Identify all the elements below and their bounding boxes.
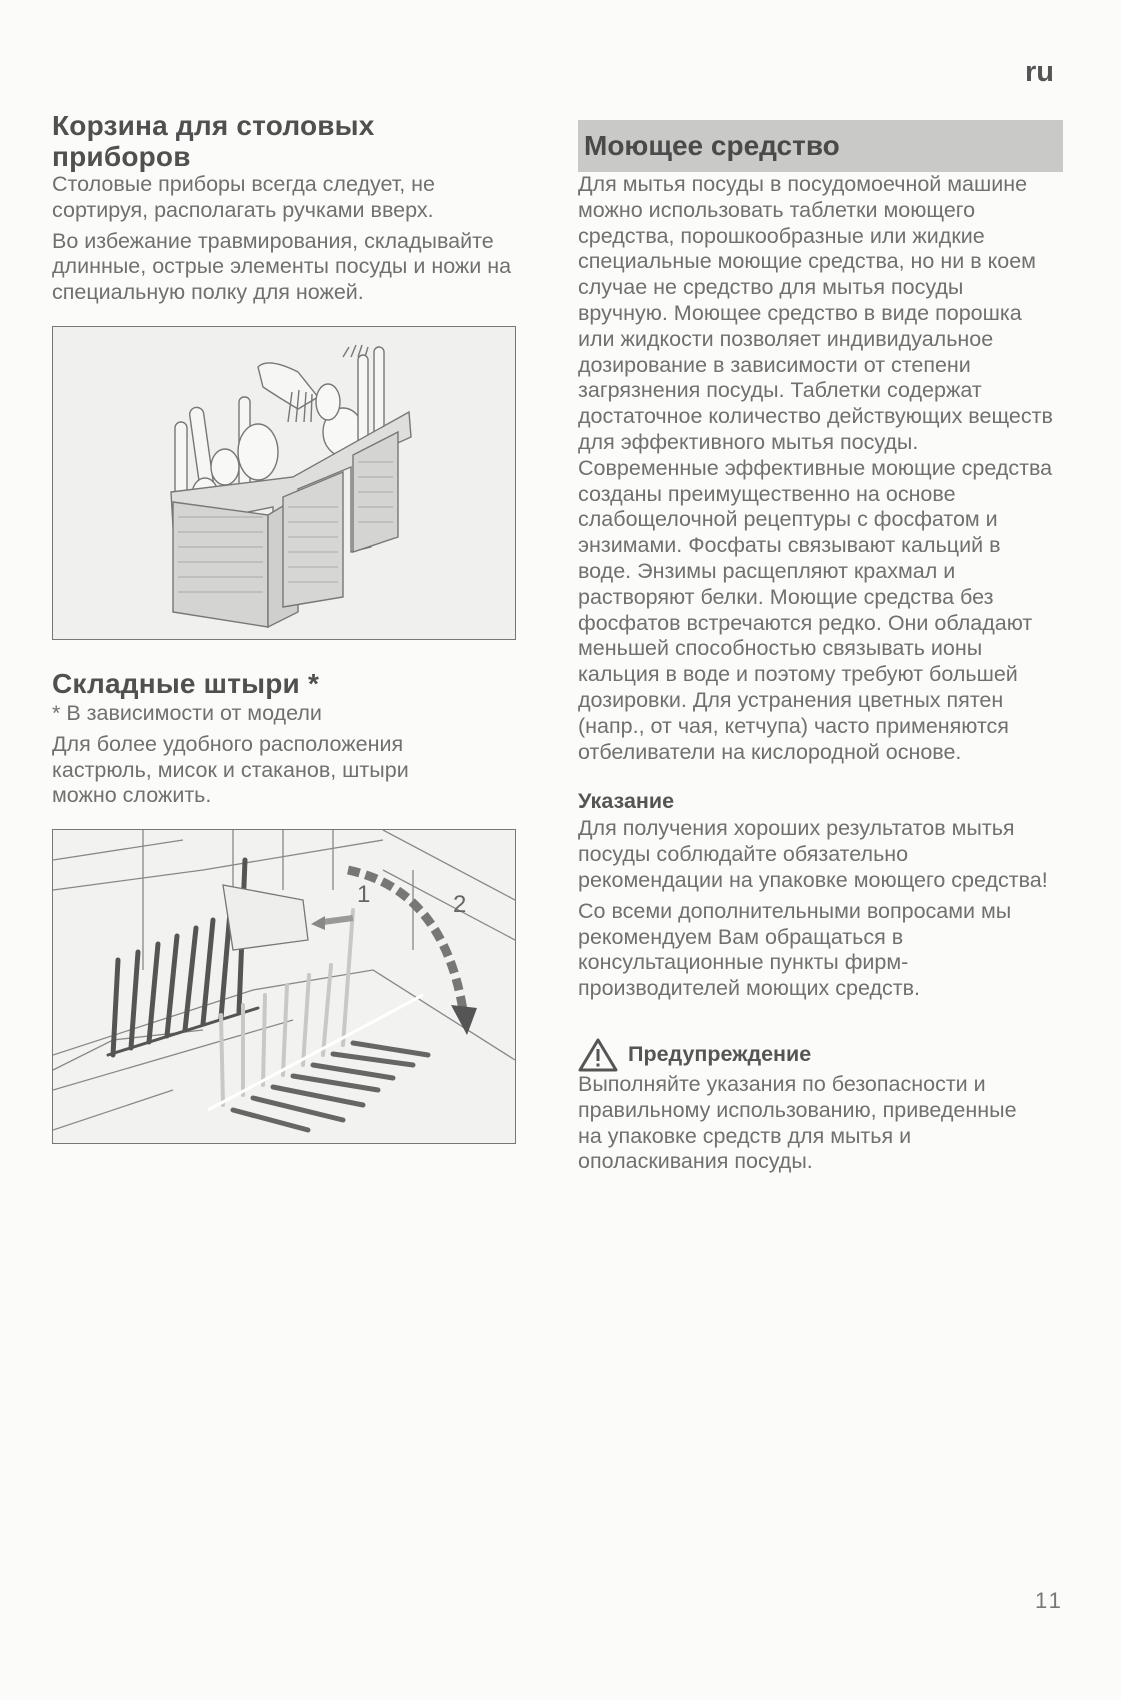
spoon-head [238,424,278,480]
detergent-heading: Моющее средство [584,130,840,161]
note-heading: Указание [578,789,675,814]
folding-spikes-illustration [52,829,516,1144]
detergent-section [578,120,1063,765]
warning-heading: Предупреждение [628,1042,812,1067]
detergent-heading-band [578,120,1063,172]
folding-spikes-paragraph: Для более удобного расположения кастрюль, мисок и стаканов, штыри можно сложить. [52,731,409,808]
spoon-head [316,384,340,420]
spike-holder [223,885,308,950]
left-column [52,110,532,1144]
spoon-head [211,449,239,485]
note-paragraph-2: Со всеми дополнительными вопросами мы рекомендуем Вам обращаться в консультационные пункты фирм-производителей моющих средств. [578,898,1012,1001]
rack-wires [53,830,515,1130]
warning-section [578,1038,1063,1175]
folding-spikes-drawing [53,830,515,1143]
cutlery-basket-section [52,110,532,640]
folding-spikes-heading: Складные штыри * [52,667,320,699]
cutlery-basket-drawing [53,327,515,639]
folding-spikes-section [52,668,532,1144]
detergent-paragraph: Для мытья посуды в посудомоечной машине можно использовать таблетки моющего средства, порошкообразные или жидкие специальные моющие средства, но ни в коем случае не средство для мытья посуды вручную. Моющее средство в виде порошка или жидкости позволяет индивидуальное дозирование в зависимости от степени загрязнения посуды. Таблетки содержат достаточное количество действующих веществ для эффективного мытья посуды. Современные эффективные моющие средства созданы преимущественно на основе слабощелочной рецептуры с фосфатом и энзимами. Фосфаты связывают кальций в воде. Энзимы расщепляют крахмал и растворяют белки. Моющие средства без фосфатов встречаются редко. Они обладают меньшей способностью связывать ионы кальция в воде и поэтому требуют большей дозировки. Для устранения цветных пятен (напр., от чая, кетчупа) часто применяются отбеливатели на кислородной основе. [578,172,1053,764]
note-section [578,789,1063,1002]
server-handle [258,363,318,409]
note-paragraph-1: Для получения хороших результатов мытья посуды соблюдайте обязательно рекомендации на упаковке моющего средства! [578,816,1048,892]
right-column [578,120,1063,1175]
cutlery-basket-paragraph-2: Во избежание травмирования, складывайте длинные, острые элементы посуды и ножи на специальную полку для ножей. [52,228,512,305]
cutlery-basket-heading: Корзина для столовых приборов [52,110,375,172]
warning-header [578,1038,1063,1072]
knife-handle [358,355,368,445]
language-marker: ru [1025,56,1054,88]
cutlery-basket-paragraph-1: Столовые приборы всегда следует, не сортируя, располагать ручками вверх. [52,172,435,222]
step-label-2: 2 [453,891,467,919]
cutlery-basket-illustration [52,326,516,640]
warning-triangle-icon [578,1038,618,1072]
basket-left-compartment [173,502,268,627]
folding-spikes-footnote: * В зависимости от модели [52,700,322,725]
fold-arrow-1 [311,916,353,930]
warning-paragraph: Выполняйте указания по безопасности и правильному использованию, приведенные на упаковке средств для мытья и ополаскивания посуды. [578,1071,1017,1174]
page-number: 11 [1035,1588,1064,1613]
step-label-1: 1 [357,881,371,909]
